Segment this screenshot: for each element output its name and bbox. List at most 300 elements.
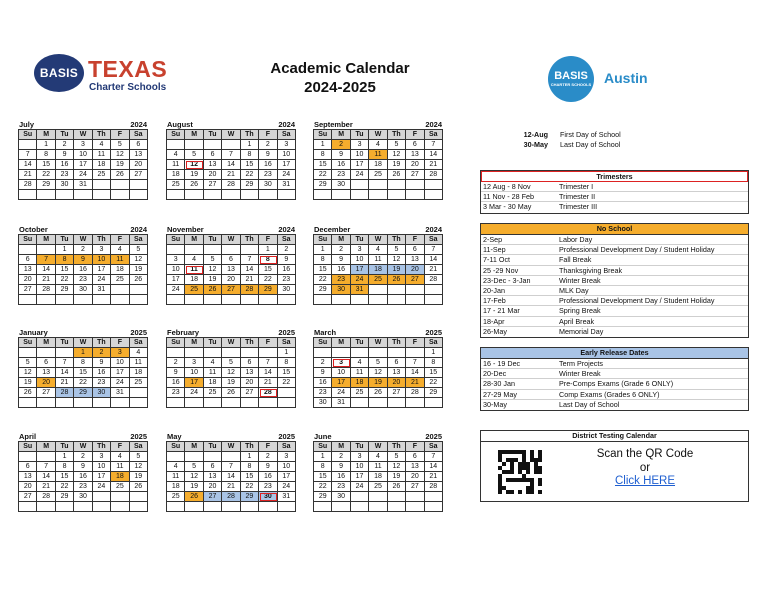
day-cell: 21 — [37, 275, 55, 285]
day-cell: 18 — [111, 472, 129, 482]
no-school-title: No School — [481, 224, 748, 235]
month-grid — [18, 337, 148, 408]
empty-cell — [369, 492, 387, 502]
day-cell: 3 — [185, 358, 203, 368]
empty-cell — [241, 398, 259, 408]
info-row — [481, 317, 748, 327]
info-date: 23-Dec - 3-Jan — [483, 275, 531, 285]
weekday-header: W — [74, 442, 92, 452]
day-cell: 9 — [74, 255, 92, 265]
empty-cell — [37, 502, 55, 512]
day-cell: 24 — [93, 482, 111, 492]
day-cell: 8 — [425, 358, 443, 368]
day-cell: 4 — [130, 348, 148, 358]
day-cell: 9 — [278, 255, 296, 265]
key-date-label: First Day of School — [560, 130, 621, 139]
empty-cell — [332, 190, 350, 200]
empty-cell — [278, 388, 296, 398]
day-cell: 7 — [406, 358, 424, 368]
day-cell: 18 — [167, 482, 185, 492]
info-date: 20-Dec — [483, 369, 507, 379]
info-row — [481, 182, 748, 192]
empty-cell — [204, 502, 222, 512]
info-date: 18-Apr — [483, 316, 505, 326]
info-row — [481, 235, 748, 245]
day-cell: 3 — [351, 245, 369, 255]
day-cell: 31 — [278, 180, 296, 190]
empty-cell — [130, 190, 148, 200]
day-cell: 25 — [204, 388, 222, 398]
day-cell: 12 — [185, 472, 203, 482]
empty-cell — [406, 180, 424, 190]
info-date: 28-30 Jan — [483, 379, 515, 389]
day-cell: 29 — [74, 388, 92, 398]
empty-cell — [241, 245, 259, 255]
info-label: MLK Day — [559, 285, 589, 295]
day-cell: 9 — [332, 462, 350, 472]
day-cell: 31 — [332, 398, 350, 408]
empty-cell — [388, 180, 406, 190]
day-cell: 25 — [167, 492, 185, 502]
day-cell: 23 — [74, 275, 92, 285]
day-cell: 10 — [167, 265, 185, 275]
day-cell: 15 — [74, 368, 92, 378]
empty-cell — [369, 398, 387, 408]
day-cell: 20 — [19, 482, 37, 492]
day-cell: 25 — [93, 170, 111, 180]
day-cell: 15 — [314, 160, 332, 170]
weekday-header: M — [37, 442, 55, 452]
day-cell: 19 — [388, 472, 406, 482]
month-grid — [166, 337, 296, 408]
weekday-header: W — [222, 442, 240, 452]
empty-cell — [130, 295, 148, 305]
info-date: 16 - 19 Dec — [483, 359, 521, 368]
weekday-header: Th — [388, 442, 406, 452]
day-cell: 27 — [241, 388, 259, 398]
empty-cell — [351, 180, 369, 190]
empty-cell — [37, 348, 55, 358]
day-cell: 12 — [130, 255, 148, 265]
day-cell: 4 — [111, 452, 129, 462]
day-cell: 10 — [93, 255, 111, 265]
day-cell: 27 — [406, 275, 424, 285]
empty-cell — [185, 295, 203, 305]
day-cell: 7 — [222, 150, 240, 160]
weekday-header: Su — [167, 442, 185, 452]
day-cell: 29 — [37, 180, 55, 190]
weekday-header: Su — [19, 338, 37, 348]
month-calendar — [313, 225, 443, 305]
day-cell: 8 — [37, 150, 55, 160]
day-cell: 20 — [406, 265, 424, 275]
weekday-header: Tu — [56, 130, 74, 140]
day-cell: 19 — [369, 378, 387, 388]
day-cell: 30 — [332, 285, 350, 295]
empty-cell — [425, 295, 443, 305]
month-year: 2024 — [278, 225, 295, 234]
month-year: 2025 — [425, 432, 442, 441]
empty-cell — [241, 502, 259, 512]
info-row — [481, 266, 748, 276]
day-cell: 8 — [241, 150, 259, 160]
day-cell: 27 — [388, 388, 406, 398]
month-header — [313, 225, 443, 234]
empty-cell — [369, 285, 387, 295]
day-cell: 11 — [167, 472, 185, 482]
day-cell: 7 — [259, 358, 277, 368]
day-cell: 22 — [56, 275, 74, 285]
month-grid — [18, 441, 148, 512]
day-cell: 27 — [130, 170, 148, 180]
empty-cell — [204, 348, 222, 358]
empty-cell — [19, 398, 37, 408]
day-cell: 8 — [278, 358, 296, 368]
day-cell: 13 — [222, 265, 240, 275]
day-cell: 5 — [204, 255, 222, 265]
info-row — [481, 359, 748, 369]
empty-cell — [130, 502, 148, 512]
empty-cell — [167, 190, 185, 200]
day-cell: 23 — [259, 482, 277, 492]
day-cell: 28 — [425, 275, 443, 285]
day-cell: 22 — [314, 482, 332, 492]
weekday-header: F — [406, 130, 424, 140]
month-grid — [313, 337, 443, 408]
day-cell: 5 — [130, 245, 148, 255]
weekday-header: Tu — [204, 130, 222, 140]
day-cell: 5 — [19, 358, 37, 368]
qr-code-icon[interactable] — [498, 450, 542, 494]
day-cell: 19 — [19, 378, 37, 388]
weekday-header: Su — [314, 130, 332, 140]
day-cell: 28 — [425, 482, 443, 492]
day-cell: 2 — [167, 358, 185, 368]
day-cell: 6 — [388, 358, 406, 368]
empty-cell — [406, 502, 424, 512]
day-cell: 20 — [19, 275, 37, 285]
day-cell: 12 — [19, 368, 37, 378]
day-cell: 16 — [93, 368, 111, 378]
day-cell: 2 — [74, 245, 92, 255]
weekday-header: M — [332, 235, 350, 245]
day-cell: 4 — [185, 255, 203, 265]
empty-cell — [204, 245, 222, 255]
day-cell: 25 — [167, 180, 185, 190]
day-cell: 1 — [56, 245, 74, 255]
empty-cell — [74, 190, 92, 200]
day-cell: 2 — [332, 140, 350, 150]
weekday-header: F — [259, 442, 277, 452]
empty-cell — [259, 398, 277, 408]
info-label: Labor Day — [559, 235, 593, 244]
weekday-header: Su — [19, 130, 37, 140]
day-cell: 17 — [93, 265, 111, 275]
day-cell: 17 — [93, 472, 111, 482]
weekday-header: Tu — [351, 442, 369, 452]
empty-cell — [37, 295, 55, 305]
day-cell: 30 — [56, 180, 74, 190]
day-cell: 17 — [332, 378, 350, 388]
month-calendar — [18, 225, 148, 305]
empty-cell — [351, 295, 369, 305]
empty-cell — [369, 295, 387, 305]
month-name: December — [314, 225, 351, 234]
day-cell: 4 — [351, 358, 369, 368]
empty-cell — [167, 452, 185, 462]
empty-cell — [167, 502, 185, 512]
info-row — [481, 286, 748, 296]
day-cell: 25 — [130, 378, 148, 388]
empty-cell — [185, 245, 203, 255]
day-cell: 17 — [111, 368, 129, 378]
info-label: Trimester III — [559, 202, 598, 212]
day-cell: 11 — [185, 265, 203, 275]
weekday-header: M — [332, 338, 350, 348]
day-cell: 22 — [278, 378, 296, 388]
month-calendar — [18, 432, 148, 512]
empty-cell — [185, 190, 203, 200]
day-cell: 19 — [388, 160, 406, 170]
empty-cell — [388, 295, 406, 305]
weekday-header: F — [111, 338, 129, 348]
empty-cell — [406, 398, 424, 408]
empty-cell — [351, 398, 369, 408]
day-cell: 7 — [56, 358, 74, 368]
day-cell: 30 — [74, 285, 92, 295]
day-cell: 30 — [332, 492, 350, 502]
month-header — [18, 225, 148, 234]
weekday-header: Sa — [278, 338, 296, 348]
day-cell: 25 — [111, 275, 129, 285]
day-cell: 18 — [111, 265, 129, 275]
key-date-row — [480, 140, 740, 150]
weekday-header: Tu — [56, 442, 74, 452]
trimesters-title: Trimesters — [481, 171, 748, 182]
month-name: September — [314, 120, 353, 129]
weekday-header: M — [37, 338, 55, 348]
month-calendar — [18, 120, 148, 200]
empty-cell — [19, 140, 37, 150]
day-cell: 22 — [314, 275, 332, 285]
day-cell: 3 — [351, 452, 369, 462]
click-here-link[interactable]: Click HERE — [614, 475, 676, 487]
day-cell: 23 — [93, 378, 111, 388]
day-cell: 2 — [278, 245, 296, 255]
day-cell: 1 — [314, 140, 332, 150]
empty-cell — [19, 295, 37, 305]
empty-cell — [351, 190, 369, 200]
day-cell: 26 — [130, 482, 148, 492]
day-cell: 31 — [111, 388, 129, 398]
day-cell: 3 — [74, 140, 92, 150]
empty-cell — [332, 502, 350, 512]
day-cell: 28 — [37, 492, 55, 502]
day-cell: 6 — [406, 452, 424, 462]
weekday-header: W — [369, 442, 387, 452]
weekday-header: Sa — [130, 442, 148, 452]
day-cell: 4 — [369, 140, 387, 150]
info-label: Fall Break — [559, 255, 592, 265]
empty-cell — [222, 452, 240, 462]
weekday-header: Tu — [204, 442, 222, 452]
day-cell: 5 — [222, 358, 240, 368]
day-cell: 22 — [74, 378, 92, 388]
day-cell: 15 — [56, 472, 74, 482]
day-cell: 8 — [56, 255, 74, 265]
day-cell: 31 — [93, 285, 111, 295]
early-release-box — [480, 347, 749, 411]
day-cell: 16 — [74, 472, 92, 482]
empty-cell — [222, 245, 240, 255]
day-cell: 20 — [130, 160, 148, 170]
day-cell: 1 — [278, 348, 296, 358]
day-cell: 9 — [56, 150, 74, 160]
day-cell: 15 — [314, 472, 332, 482]
empty-cell — [130, 388, 148, 398]
empty-cell — [388, 398, 406, 408]
empty-cell — [222, 190, 240, 200]
day-cell: 24 — [278, 482, 296, 492]
day-cell: 31 — [351, 285, 369, 295]
weekday-header: Th — [241, 442, 259, 452]
month-year: 2025 — [425, 328, 442, 337]
month-grid — [166, 441, 296, 512]
empty-cell — [93, 398, 111, 408]
empty-cell — [388, 190, 406, 200]
day-cell: 1 — [74, 348, 92, 358]
day-cell: 2 — [332, 452, 350, 462]
day-cell: 29 — [241, 180, 259, 190]
month-name: July — [19, 120, 35, 129]
weekday-header: Th — [388, 235, 406, 245]
day-cell: 5 — [369, 358, 387, 368]
day-cell: 24 — [74, 170, 92, 180]
weekday-header: M — [37, 235, 55, 245]
info-label: Winter Break — [559, 369, 601, 379]
day-cell: 18 — [369, 472, 387, 482]
day-cell: 3 — [111, 348, 129, 358]
day-cell: 24 — [278, 170, 296, 180]
day-cell: 16 — [278, 265, 296, 275]
empty-cell — [314, 502, 332, 512]
day-cell: 17 — [74, 160, 92, 170]
day-cell: 28 — [406, 388, 424, 398]
weekday-header: W — [222, 130, 240, 140]
day-cell: 9 — [93, 358, 111, 368]
day-cell: 27 — [19, 285, 37, 295]
weekday-header: W — [222, 235, 240, 245]
day-cell: 29 — [241, 492, 259, 502]
empty-cell — [93, 295, 111, 305]
logo-texas-text: TEXAS — [88, 56, 168, 82]
early-release-title: Early Release Dates — [481, 348, 748, 359]
month-header — [166, 328, 296, 337]
day-cell: 2 — [332, 245, 350, 255]
empty-cell — [332, 295, 350, 305]
empty-cell — [56, 295, 74, 305]
day-cell: 1 — [314, 452, 332, 462]
day-cell: 20 — [204, 482, 222, 492]
day-cell: 13 — [37, 368, 55, 378]
empty-cell — [259, 190, 277, 200]
day-cell: 23 — [167, 388, 185, 398]
day-cell: 30 — [332, 180, 350, 190]
empty-cell — [222, 295, 240, 305]
weekday-header: Th — [241, 235, 259, 245]
empty-cell — [425, 502, 443, 512]
day-cell: 13 — [241, 368, 259, 378]
day-cell: 20 — [406, 472, 424, 482]
empty-cell — [388, 502, 406, 512]
day-cell: 7 — [241, 255, 259, 265]
day-cell: 1 — [241, 452, 259, 462]
day-cell: 13 — [406, 150, 424, 160]
day-cell: 11 — [130, 358, 148, 368]
empty-cell — [93, 502, 111, 512]
day-cell: 2 — [74, 452, 92, 462]
day-cell: 4 — [369, 245, 387, 255]
day-cell: 21 — [222, 170, 240, 180]
day-cell: 26 — [19, 388, 37, 398]
day-cell: 5 — [185, 462, 203, 472]
day-cell: 31 — [74, 180, 92, 190]
info-label: Trimester I — [559, 182, 594, 191]
day-cell: 4 — [204, 358, 222, 368]
day-cell: 22 — [241, 170, 259, 180]
weekday-header: Tu — [351, 235, 369, 245]
day-cell: 6 — [204, 462, 222, 472]
month-header — [166, 120, 296, 129]
day-cell: 5 — [388, 245, 406, 255]
month-name: August — [167, 120, 193, 129]
day-cell: 12 — [222, 368, 240, 378]
empty-cell — [185, 140, 203, 150]
day-cell: 25 — [351, 388, 369, 398]
weekday-header: W — [74, 338, 92, 348]
info-label: Term Projects — [559, 359, 603, 368]
day-cell: 9 — [74, 462, 92, 472]
day-cell: 7 — [37, 462, 55, 472]
empty-cell — [388, 285, 406, 295]
day-cell: 14 — [19, 160, 37, 170]
weekday-header: Th — [93, 442, 111, 452]
day-cell: 30 — [93, 388, 111, 398]
day-cell: 7 — [425, 245, 443, 255]
day-cell: 23 — [278, 275, 296, 285]
day-cell: 10 — [332, 368, 350, 378]
month-calendar — [313, 328, 443, 408]
day-cell: 29 — [314, 180, 332, 190]
day-cell: 9 — [167, 368, 185, 378]
info-date: 17-Feb — [483, 296, 506, 306]
day-cell: 28 — [19, 180, 37, 190]
month-name: January — [19, 328, 48, 337]
day-cell: 26 — [388, 275, 406, 285]
key-date: 30-May — [523, 140, 548, 149]
empty-cell — [222, 502, 240, 512]
day-cell: 9 — [332, 255, 350, 265]
info-date: 17 - 21 Mar — [483, 306, 520, 316]
day-cell: 13 — [19, 265, 37, 275]
weekday-header: F — [406, 338, 424, 348]
day-cell: 23 — [56, 170, 74, 180]
day-cell: 15 — [241, 160, 259, 170]
empty-cell — [19, 502, 37, 512]
weekday-header: Th — [93, 130, 111, 140]
day-cell: 10 — [278, 462, 296, 472]
day-cell: 20 — [222, 275, 240, 285]
